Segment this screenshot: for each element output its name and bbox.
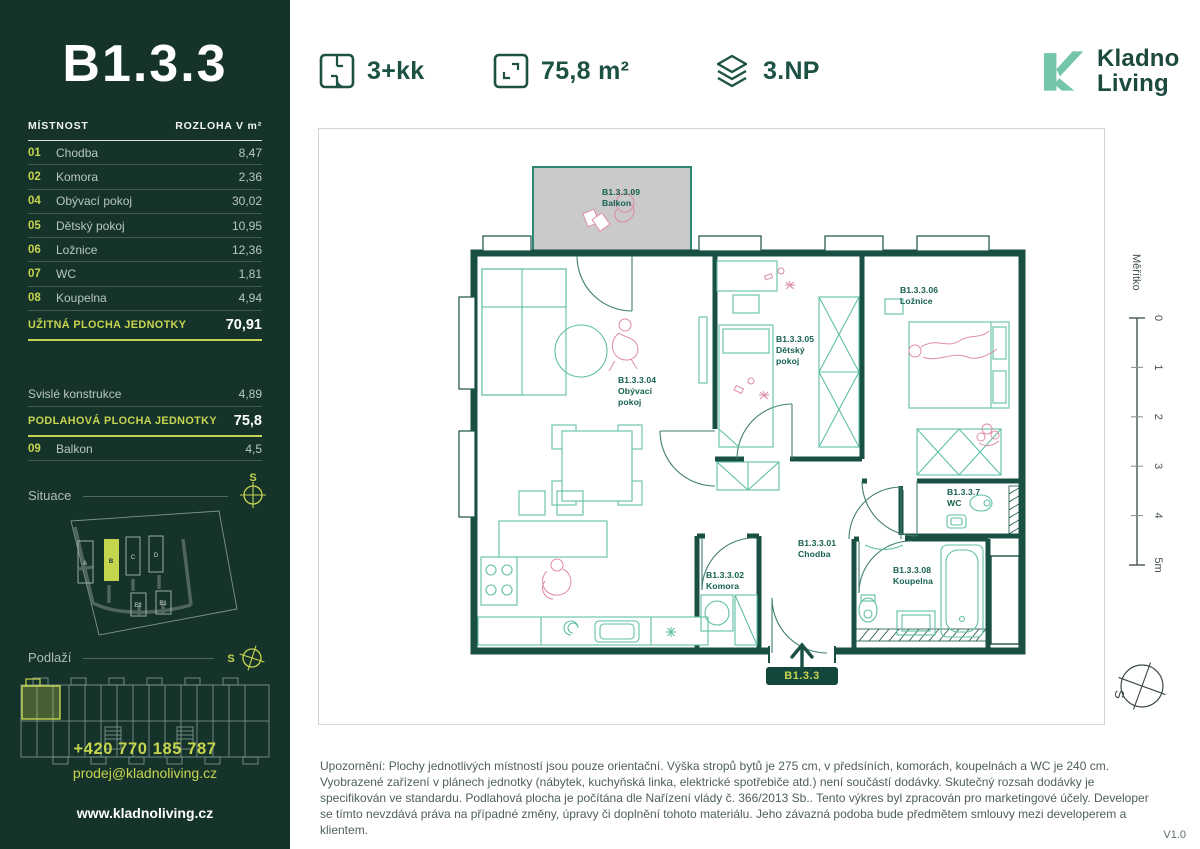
room-label-balkon: B1.3.3.09 Balkon <box>602 187 641 209</box>
room-label-obyvaci-pokoj: B1.3.3.04 Obývací pokoj <box>618 375 657 408</box>
svg-text:0: 0 <box>1152 314 1164 322</box>
table-row <box>28 214 262 238</box>
scale-bar <box>1105 240 1195 720</box>
floorplan-icon <box>318 52 356 90</box>
col-area-header: ROZLOHA V m² <box>175 120 262 132</box>
room-name: Obývací pokoj <box>56 194 133 209</box>
svg-text:S: S <box>227 653 235 666</box>
area-icon <box>492 52 530 90</box>
entrance-unit-badge: B1.3.3 <box>766 667 838 685</box>
floorplan-canvas <box>318 128 1105 725</box>
version-label: V1.0 <box>1163 829 1186 841</box>
room-number: 06 <box>28 243 41 256</box>
svg-text:C: C <box>130 555 136 562</box>
vertical-structures-value: 4,89 <box>238 386 262 401</box>
room-area: 4,94 <box>238 291 262 306</box>
spec-area <box>492 50 629 92</box>
svg-text:A: A <box>82 561 88 568</box>
room-label-wc: B1.3.3.7 WC <box>947 487 981 509</box>
room-number: 02 <box>28 170 41 183</box>
room-area: 10,95 <box>231 218 262 233</box>
room-number: 04 <box>28 195 41 208</box>
svg-text:S: S <box>249 472 257 485</box>
room-area: 8,47 <box>238 145 262 160</box>
table-row <box>28 141 262 165</box>
table-row <box>28 287 262 311</box>
room-label-koupelna: B1.3.3.08 Koupelna <box>893 565 933 587</box>
room-area: 30,02 <box>231 194 262 209</box>
highlighted-unit <box>22 686 60 719</box>
situace-section-header <box>28 472 268 509</box>
podlazi-label: Podlaží <box>28 650 72 666</box>
usable-area-row <box>28 311 262 341</box>
svg-text:5m: 5m <box>1152 557 1164 573</box>
phone-link[interactable]: +420 770 185 787 <box>73 740 217 758</box>
podlazi-section-header <box>28 637 268 671</box>
north-compass-icon <box>1110 654 1174 718</box>
situace-label: Situace <box>28 488 72 504</box>
room-number: 07 <box>28 268 41 281</box>
usable-area-value: 70,91 <box>225 317 262 334</box>
svg-text:1: 1 <box>1152 364 1164 371</box>
svg-text:E1: E1 <box>159 601 167 608</box>
floor-area-row <box>28 407 262 437</box>
table-row <box>28 262 262 286</box>
room-name: Balkon <box>56 441 93 456</box>
floor-area-label: PODLAHOVÁ PLOCHA JEDNOTKY <box>28 415 217 428</box>
svg-text:S: S <box>1112 690 1127 699</box>
floor-area-value: 75,8 <box>233 413 262 430</box>
svg-text:D: D <box>153 553 159 560</box>
table-row <box>28 165 262 189</box>
kladno-living-logomark <box>1035 46 1085 96</box>
room-label-komora: B1.3.3.02 Komora <box>706 570 745 592</box>
floor-value: 3.NP <box>763 56 820 85</box>
website-link[interactable]: www.kladnoliving.cz <box>76 805 214 821</box>
brand-name <box>1097 46 1180 96</box>
layers-icon <box>712 52 752 90</box>
balcony-row <box>28 437 262 461</box>
email-link[interactable]: prodej@kladnoliving.cz <box>72 765 218 781</box>
vertical-structures-row <box>28 381 262 407</box>
room-label-loznice: B1.3.3.06 Ložnice <box>900 285 939 307</box>
disclaimer-text: Upozornění: Plochy jednotlivých místností jsou pouze orientační. Výška stropů bytů je 275 cm, v předsíních, komorách, koupelnách a WC je 240 cm. Vyobrazené zařízení v plánech jednotky (nábytek, kuchyňská linka, elektrické spotřebiče atd.) není součástí dodávky. Skutečný rozsah dodávky je specifikován ve standardu. Podlahová plocha je počítána dle Nařízení vlády č. 366/2013 Sb.. Tento výkres byl zpracován pro marketingové účely. Developer se tímto nevzdává práva na případné změny, úpravy či doplnění tohoto materiálu. Jeho závazná podoba bude předmětem smlouvy mezi developerem a klientem. <box>320 759 1149 838</box>
room-area: 12,36 <box>231 242 262 257</box>
svg-text:4: 4 <box>1152 512 1164 519</box>
usable-area-label: UŽITNÁ PLOCHA JEDNOTKY <box>28 319 187 332</box>
room-number: 08 <box>28 292 41 305</box>
room-area-table <box>28 120 262 461</box>
room-area: 4,5 <box>245 441 262 456</box>
room-area: 1,81 <box>238 267 262 282</box>
room-number: 09 <box>28 442 41 455</box>
room-label-detsky-pokoj: B1.3.3.05 Dětský pokoj <box>776 334 815 367</box>
unit-title: B1.3.3 <box>62 35 228 93</box>
room-area: 2,36 <box>238 169 262 184</box>
svg-text:B: B <box>108 559 114 566</box>
divider <box>83 496 228 497</box>
disposition-value: 3+kk <box>367 56 425 85</box>
spec-disposition <box>318 50 425 92</box>
room-number: 01 <box>28 146 41 159</box>
svg-text:3: 3 <box>1152 463 1164 470</box>
table-row <box>28 238 262 262</box>
brand-logo <box>1035 46 1180 96</box>
compass-icon <box>224 645 268 671</box>
svg-text:2: 2 <box>1152 413 1164 420</box>
room-label-chodba: B1.3.3.01 Chodba <box>798 538 837 560</box>
compass-icon <box>238 471 268 509</box>
svg-text:E2: E2 <box>134 603 142 610</box>
svg-text:Měřítko: Měřítko <box>1130 254 1142 291</box>
contact-block <box>0 740 290 821</box>
divider <box>83 658 214 659</box>
room-number: 05 <box>28 219 41 232</box>
room-name: Chodba <box>56 145 99 160</box>
area-value: 75,8 m² <box>541 56 630 85</box>
brand-line-2: Living <box>1097 70 1169 98</box>
col-room-header: MÍSTNOST <box>28 120 89 132</box>
room-name: Komora <box>56 169 99 184</box>
table-header <box>28 120 262 141</box>
spec-floor <box>712 50 820 92</box>
room-name: WC <box>56 267 76 282</box>
floorplan-drawing <box>319 129 1106 726</box>
room-name: Dětský pokoj <box>56 218 125 233</box>
room-name: Ložnice <box>56 242 98 257</box>
site-plan-map <box>13 509 277 637</box>
room-name: Koupelna <box>56 291 107 306</box>
sidebar <box>0 0 290 849</box>
vertical-structures-label: Svislé konstrukce <box>28 386 122 401</box>
table-row <box>28 190 262 214</box>
brand-line-1: Kladno <box>1097 45 1180 72</box>
